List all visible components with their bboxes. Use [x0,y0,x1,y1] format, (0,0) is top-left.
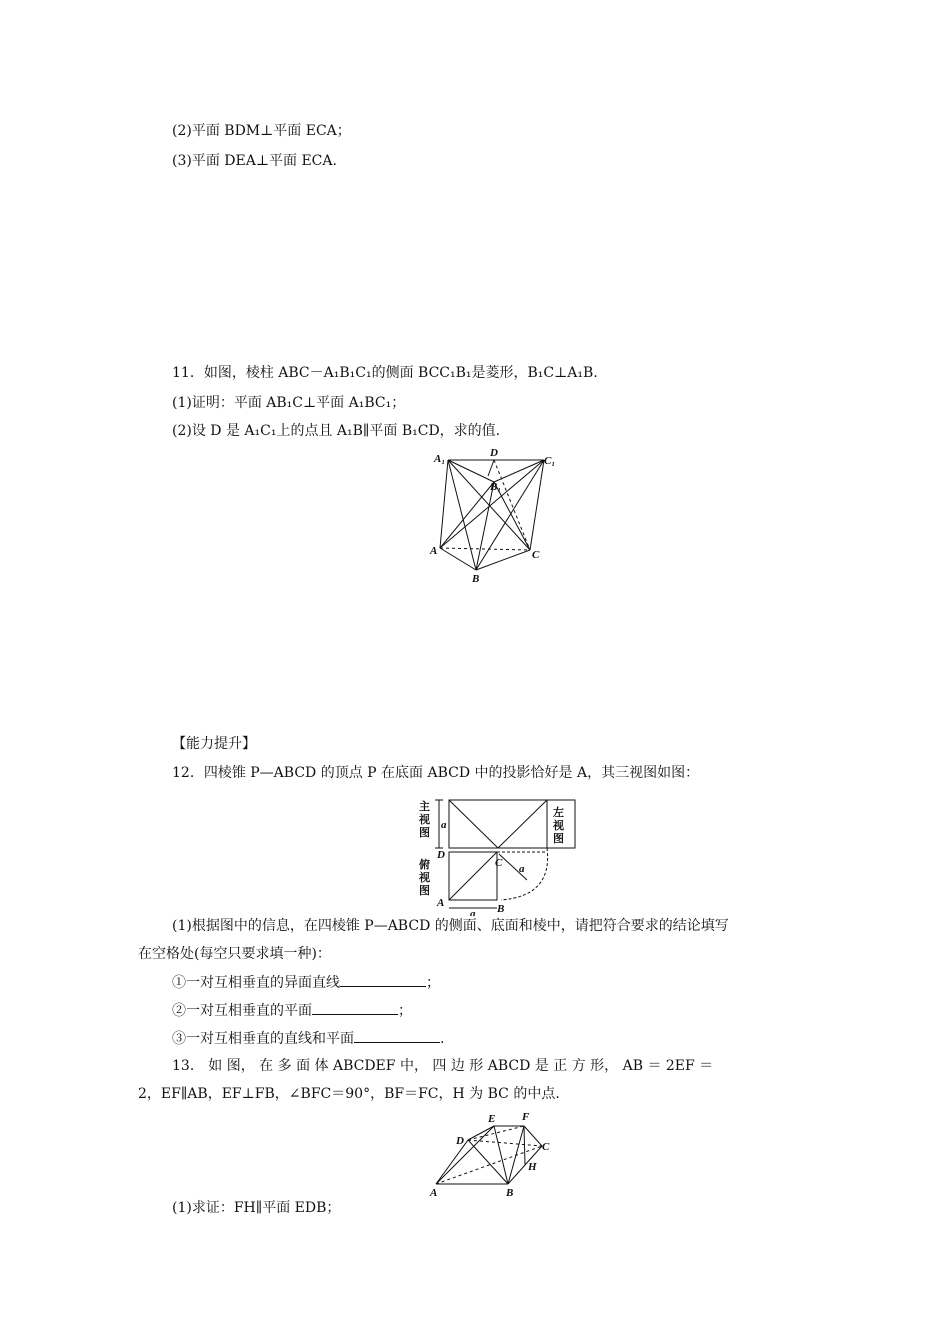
top-view-label-3: 图 [419,884,430,897]
blank-item-2-text: ②一对互相垂直的平面 [172,1003,312,1019]
dimension-a-bottom: a [470,908,476,916]
answer-blank[interactable] [354,1028,440,1043]
punctuation: ； [426,975,440,991]
label-b: B [506,1187,514,1198]
label-a1: A₁ [434,453,446,465]
label-h: H [528,1161,537,1173]
blank-item-3 [172,1028,444,1049]
question-11-part1: (1)证明：平面 AB₁C⊥平面 A₁BC₁； [172,395,406,411]
top-view-label-1: 俯 [419,858,430,871]
section-heading: 【能力提升】 [172,736,256,752]
question-13-stem-line1: 13． 如 图， 在 多 面 体 ABCDEF 中， 四 边 形 ABCD 是 正 方 形， AB ＝ 2EF ＝ [172,1058,714,1074]
label-d: D [490,447,498,459]
prism-figure [428,446,558,586]
question-11-stem: 11．如图，棱柱 ABC－A₁B₁C₁的侧面 BCC₁B₁是菱形，B₁C⊥A₁B. [172,365,598,381]
label-c: C [542,1141,550,1153]
top-view-label-2: 视 [419,871,430,884]
blank-item-2 [172,1000,412,1021]
punctuation: . [440,1031,445,1047]
question-12-part1-line2: 在空格处(每空只要求填一种)： [138,946,331,962]
label-b: B [472,573,480,585]
blank-item-1-text: ①一对互相垂直的异面直线 [172,975,340,991]
question-12-stem: 12．四棱锥 P—ABCD 的顶点 P 在底面 ABCD 中的投影恰好是 A，其三视图如图： [172,765,700,781]
polyhedron-figure [428,1108,558,1198]
blank-item-1 [172,972,440,993]
question-13-stem-line2: 2，EF∥AB，EF⊥FB，∠BFC＝90°，BF＝FC，H 为 BC 的中点. [138,1086,560,1102]
left-view-label-1: 左 [553,806,564,819]
label-b1: B₁ [490,481,502,493]
label-a: A [430,1187,438,1198]
front-view-label-2: 视 [419,813,430,826]
label-f: F [522,1111,530,1123]
question-13-part1: (1)求证：FH∥平面 EDB； [172,1200,341,1216]
left-view-label-2: 视 [553,819,564,832]
answer-blank[interactable] [312,1000,398,1015]
label-c: C [495,857,503,869]
label-b: B [497,903,505,915]
label-c1: C₁ [544,455,556,467]
dimension-a-arc: a [519,863,525,875]
label-e: E [488,1113,496,1125]
question-11-part2: (2)设 D 是 A₁C₁上的点且 A₁B∥平面 B₁CD，求的值. [172,423,501,439]
text-line: (2)平面 BDM⊥平面 ECA； [172,123,351,139]
three-views-figure [415,796,585,916]
punctuation: ； [398,1003,412,1019]
label-a: A [437,897,445,909]
dimension-a-front: a [441,819,447,831]
left-view-label-3: 图 [553,832,564,845]
front-view-label-1: 主 [419,800,430,813]
text-line: (3)平面 DEA⊥平面 ECA. [172,153,337,169]
label-a: A [430,545,438,557]
question-12-part1-line1: (1)根据图中的信息，在四棱锥 P—ABCD 的侧面、底面和棱中，请把符合要求的结论填写 [172,918,729,934]
label-d: D [437,849,445,861]
label-d: D [456,1135,464,1147]
blank-item-3-text: ③一对互相垂直的直线和平面 [172,1031,354,1047]
front-view-label-3: 图 [419,826,430,839]
label-c: C [532,549,540,561]
answer-blank[interactable] [340,972,426,987]
